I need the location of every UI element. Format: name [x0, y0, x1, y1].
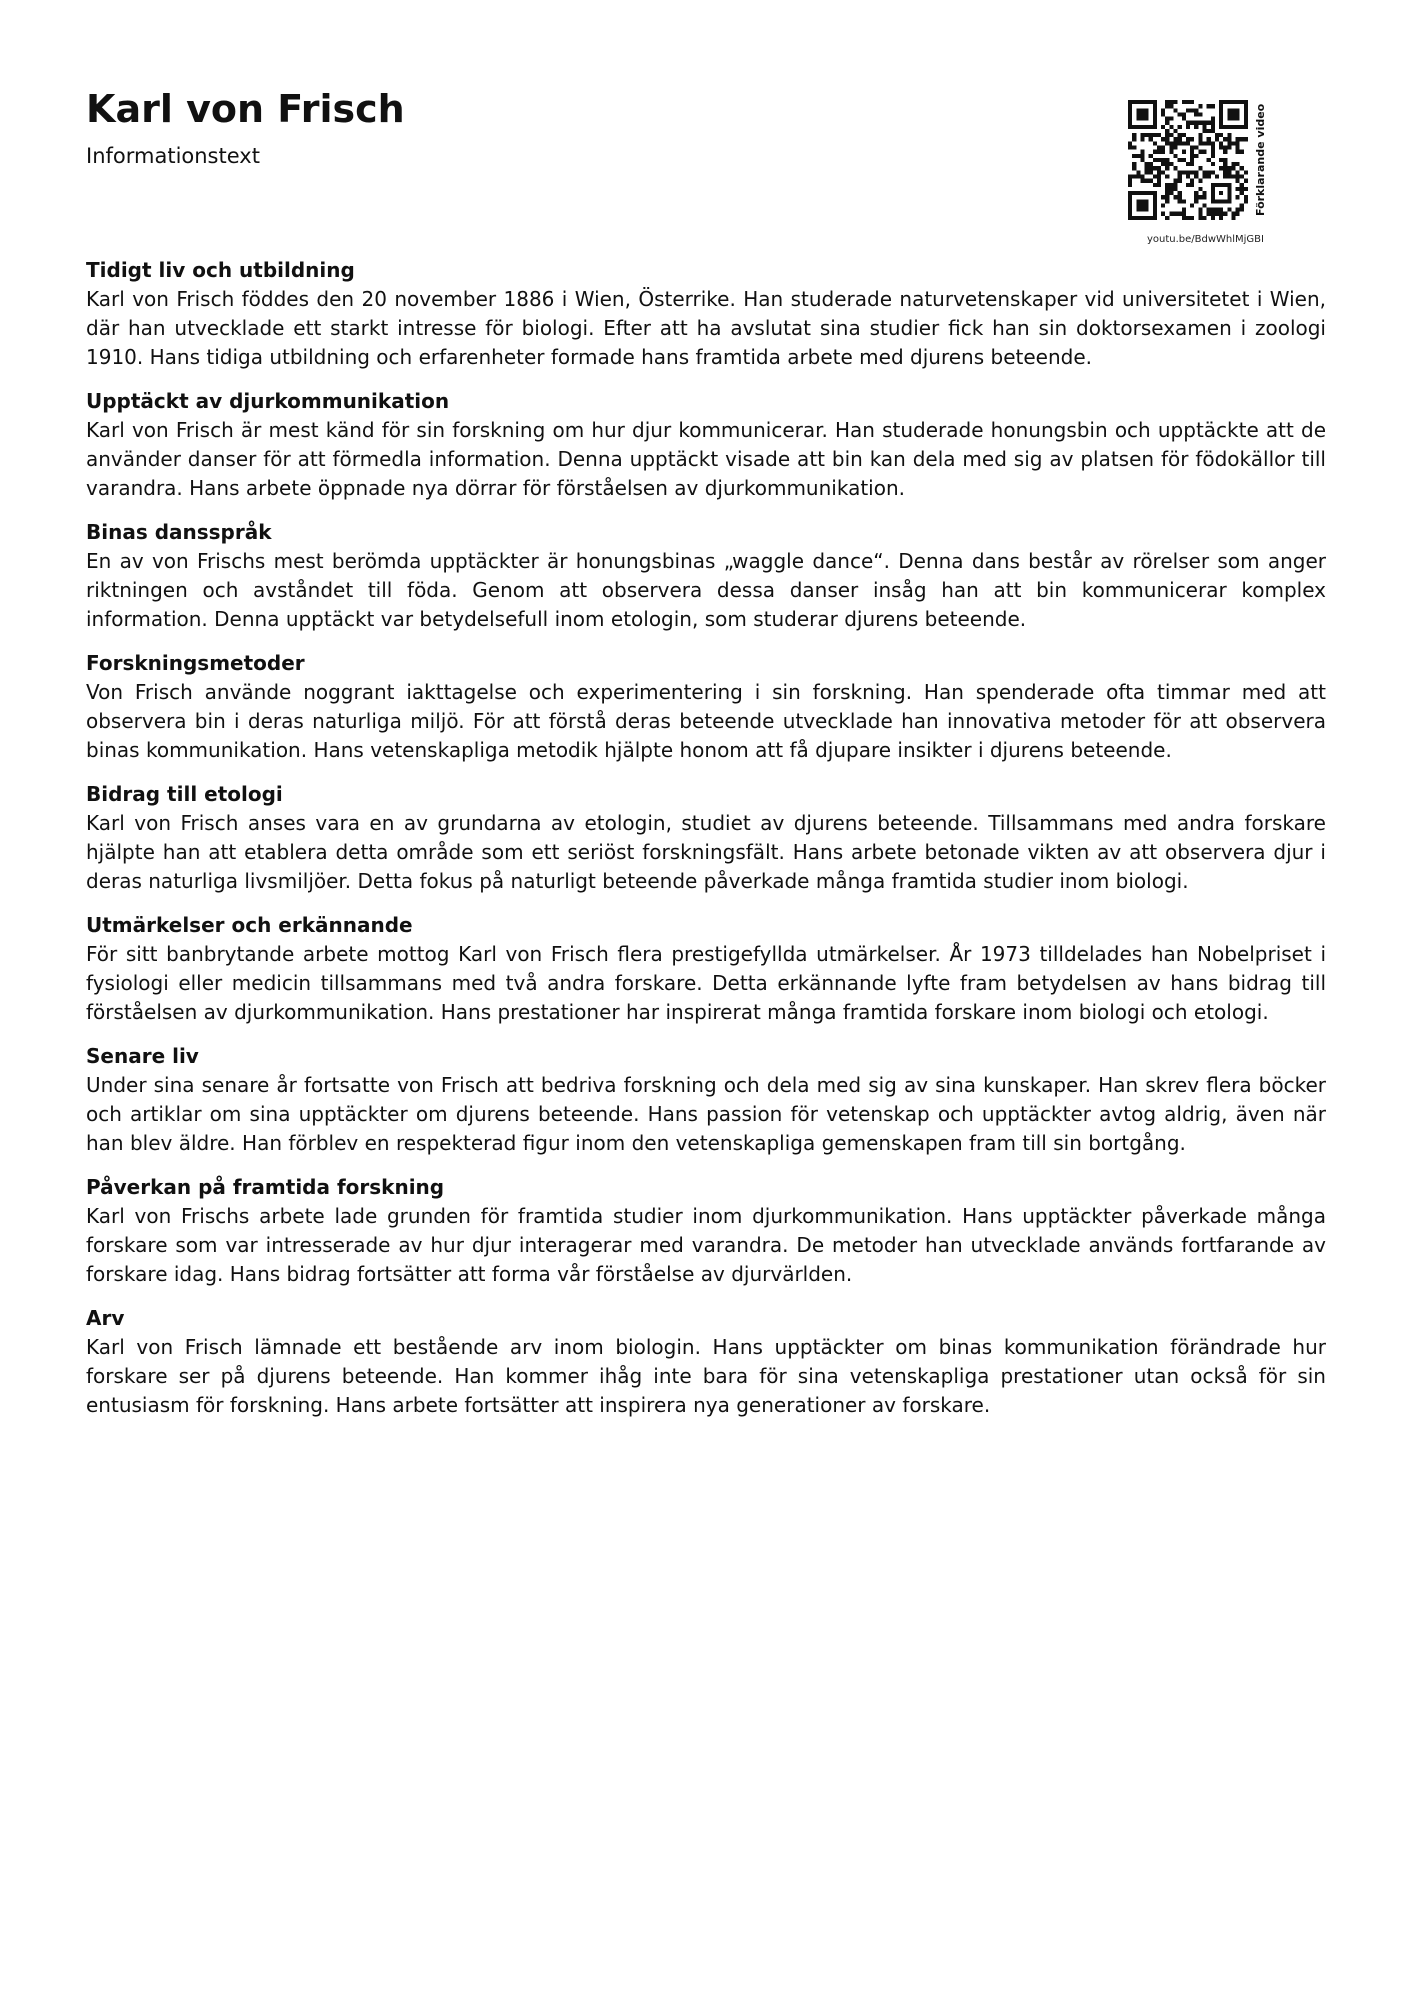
section-title: Binas dansspråk [86, 520, 272, 544]
section-title: Utmärkelser och erkännande [86, 913, 413, 937]
section-title: Bidrag till etologi [86, 782, 283, 806]
section-later-life [86, 1042, 1326, 1158]
qr-side-label [1253, 100, 1267, 220]
section-title: Forskningsmetoder [86, 651, 305, 675]
section-awards [86, 911, 1326, 1027]
section-title: Upptäckt av djurkommunikation [86, 389, 450, 413]
page-title: Karl von Frisch [86, 87, 405, 131]
section-body: Karl von Frisch är mest känd för sin forskning om hur djur kommunicerar. Han studerade honungsbin och upptäckte att de använder danser för att förmedla information. Denna upptäckt visade att bin kan dela med sig av platsen för födokällor till varandra. Hans arbete öppnade nya dörrar för förståelsen av djurkommunikation. [86, 418, 1326, 500]
section-title: Tidigt liv och utbildning [86, 258, 355, 282]
main-content [86, 256, 1326, 1435]
section-ethology-contribution [86, 780, 1326, 896]
section-title: Arv [86, 1306, 125, 1330]
qr-side-label-text: Förklarande video [1254, 103, 1267, 216]
section-title: Påverkan på framtida forskning [86, 1175, 445, 1199]
page-subtitle: Informationstext [86, 144, 260, 168]
section-research-methods [86, 649, 1326, 765]
section-body: Karl von Frischs arbete lade grunden för framtida studier inom djurkommunikation. Hans upptäckter påverkade många forskare som var intresserade av hur djur interagerar med varandra. De metoder han utvecklade används fortfarande av forskare idag. Hans bidrag fortsätter att forma vår förståelse av djurvärlden. [86, 1204, 1326, 1286]
section-body: En av von Frischs mest berömda upptäckter är honungsbinas „waggle dance“. Denna dans består av rörelser som anger riktningen och avståndet till föda. Genom att observera dessa danser insåg han att bin kommunicerar komplex information. Denna upptäckt var betydelsefull inom etologin, som studerar djurens beteende. [86, 549, 1326, 631]
section-body: Karl von Frisch lämnade ett bestående arv inom biologin. Hans upptäckter om binas kommunikation förändrade hur forskare ser på djurens beteende. Han kommer ihåg inte bara för sina vetenskapliga prestationer utan också för sin entusiasm för forskning. Hans arbete fortsätter att inspirera nya generationer av forskare. [86, 1335, 1326, 1417]
section-legacy [86, 1304, 1326, 1420]
section-title: Senare liv [86, 1044, 199, 1068]
section-body: För sitt banbrytande arbete mottog Karl von Frisch flera prestigefyllda utmärkelser. År 1973 tilldelades han Nobelpriset i fysiologi eller medicin tillsammans med två andra forskare. Detta erkännande lyfte fram betydelsen av hans bidrag till förståelsen av djurkommunikation. Hans prestationer har inspirerat många framtida forskare inom biologi och etologi. [86, 942, 1326, 1024]
section-early-life [86, 256, 1326, 372]
section-bee-dance-language [86, 518, 1326, 634]
section-body: Karl von Frisch föddes den 20 november 1886 i Wien, Österrike. Han studerade naturvetenskaper vid universitetet i Wien, där han utvecklade ett starkt intresse för biologi. Efter att ha avslutat sina studier fick han sin doktorsexamen i zoologi 1910. Hans tidiga utbildning och erfarenheter formade hans framtida arbete med djurens beteende. [86, 287, 1326, 369]
qr-block[interactable] [1128, 100, 1268, 248]
section-animal-communication [86, 387, 1326, 503]
qr-code-icon[interactable] [1128, 100, 1248, 220]
section-future-research [86, 1173, 1326, 1289]
section-body: Karl von Frisch anses vara en av grundarna av etologin, studiet av djurens beteende. Tillsammans med andra forskare hjälpte han att etablera detta område som ett seriöst forskningsfält. Hans arbete betonade vikten av att observera djur i deras naturliga livsmiljöer. Detta fokus på naturligt beteende påverkade många framtida studier inom biologi. [86, 811, 1326, 893]
qr-url[interactable]: youtu.be/BdwWhlMjGBI [1146, 234, 1264, 245]
section-body: Under sina senare år fortsatte von Frisch att bedriva forskning och dela med sig av sina kunskaper. Han skrev flera böcker och artiklar om sina upptäckter om djurens beteende. Hans passion för vetenskap och upptäckter avtog aldrig, även när han blev äldre. Han förblev en respekterad figur inom den vetenskapliga gemenskapen fram till sin bortgång. [86, 1073, 1326, 1155]
section-body: Von Frisch använde noggrant iakttagelse och experimentering i sin forskning. Han spenderade ofta timmar med att observera bin i deras naturliga miljö. För att förstå deras beteende utvecklade han innovativa metoder för att observera binas kommunikation. Hans vetenskapliga metodik hjälpte honom att få djupare insikter i djurens beteende. [86, 680, 1326, 762]
